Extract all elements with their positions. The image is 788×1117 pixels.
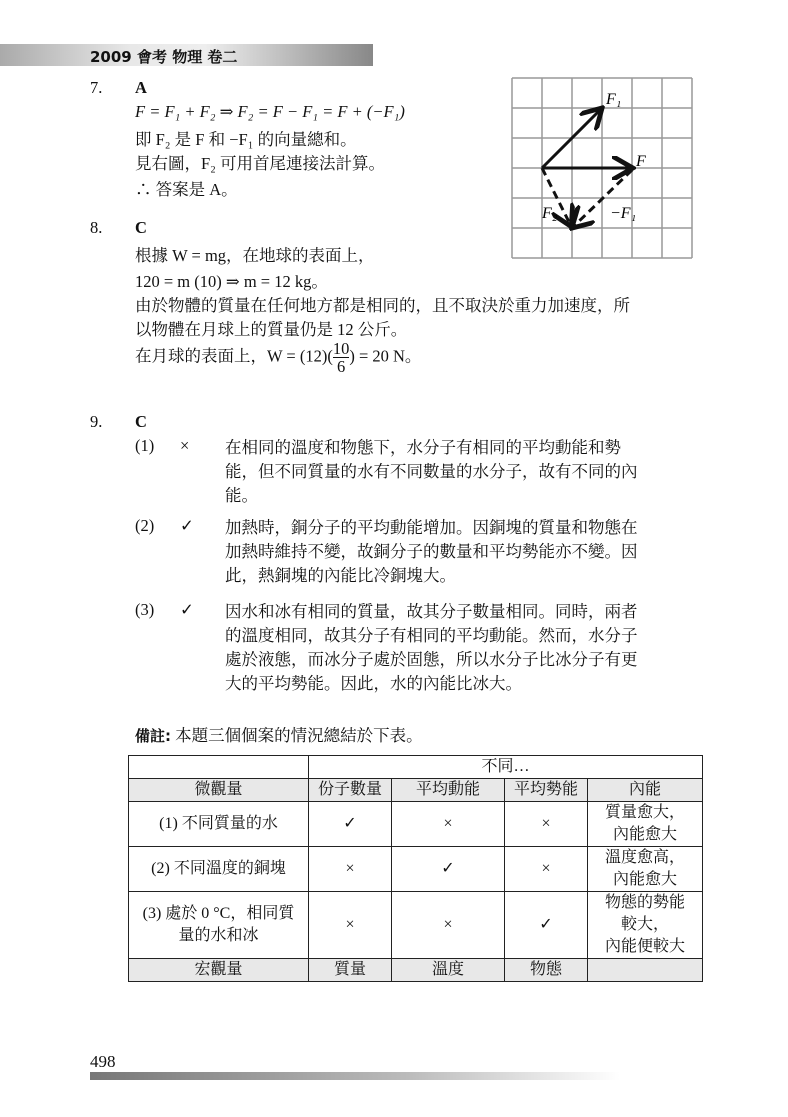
q9-item-text: 因水和冰有相同的質量，故其分子數量相同。同時，兩者 的溫度相同，故其分子有相同的平均動能。然而，水分子 處於液態，而冰分子處於固態，所以水分子比冰分子有更 大的平均勢能。因此，水的內能比冰大。 (225, 602, 638, 693)
vector-diagram (510, 76, 696, 262)
item-label: (3) (135, 600, 155, 619)
f1-label: F₁ (606, 91, 622, 108)
column-header: 平均動能 (392, 779, 505, 802)
q8-number: 8. (90, 218, 103, 237)
row-label: (1) 不同質量的水 (129, 802, 309, 847)
cell (588, 959, 703, 982)
q7-answer: A (135, 78, 147, 97)
check-icon: ✓ (180, 516, 194, 535)
row-label: (3) 處於 0 °C，相同質 量的水和冰 (129, 892, 309, 959)
header-bar (0, 44, 373, 66)
cell: × (309, 892, 392, 959)
cell: × (309, 847, 392, 892)
cell: × (392, 802, 505, 847)
item-label: (1) (135, 436, 155, 455)
q7-line: F = F₁ + F₂ ⇒ F₂ = F − F₁ = F + (−F₁) (135, 102, 405, 121)
cell: 質量 (309, 959, 392, 982)
cell: 物態的勢能 較大， 內能便較大 (588, 892, 703, 959)
item-label: (2) (135, 516, 155, 535)
cell: 質量愈大， 內能愈大 (588, 802, 703, 847)
q8-line: 以物體在月球上的質量仍是 12 公斤。 (135, 320, 408, 339)
q8-line: 由於物體的質量在任何地方都是相同的，且不取決於重力加速度，所 (135, 296, 630, 315)
cell: ✓ (309, 802, 392, 847)
q7-line: 即 F₂ 是 F 和 −F₁ 的向量總和。 (135, 130, 357, 149)
note (135, 722, 423, 746)
column-header: 內能 (588, 779, 703, 802)
cell: 物態 (505, 959, 588, 982)
table-row (129, 847, 703, 892)
footer-bar (90, 1072, 620, 1080)
q8-line: 120 = m (10) ⇒ m = 12 kg。 (135, 272, 328, 291)
cell: × (505, 802, 588, 847)
summary-table (128, 755, 703, 982)
q9-item-text: 加熱時，銅分子的平均動能增加。因銅塊的質量和物態在 加熱時維持不變，故銅分子的數量和平均勢能亦不變。因 此，熱銅塊的內能比冷銅塊大。 (225, 518, 638, 585)
row-label: (2) 不同溫度的銅塊 (129, 847, 309, 892)
column-header: 微觀量 (129, 779, 309, 802)
f2-label: F₂ (542, 205, 558, 222)
fraction-denominator: 6 (336, 357, 346, 376)
neg-f1-label: −F₁ (610, 205, 637, 222)
q9-item-text: 在相同的溫度和物態下，水分子有相同的平均動能和勢 能，但不同質量的水有不同數量的水分子，故有不同的內 能。 (225, 438, 638, 505)
table-row (129, 802, 703, 847)
q7-number: 7. (90, 78, 103, 97)
f-label: F (636, 153, 646, 170)
f1-arrow (542, 110, 600, 168)
column-header: 平均勢能 (505, 779, 588, 802)
q9-number: 9. (90, 412, 103, 431)
moon-suffix: ) = 20 N。 (349, 346, 422, 366)
fraction (333, 340, 350, 375)
page-number: 498 (90, 1052, 116, 1071)
column-header: 份子數量 (309, 779, 392, 802)
cell: 溫度愈高， 內能愈大 (588, 847, 703, 892)
q8-answer: C (135, 218, 147, 237)
note-label: 備註: (135, 727, 171, 745)
cell: × (392, 892, 505, 959)
cell: 宏觀量 (129, 959, 309, 982)
q8-moon-line (135, 340, 421, 375)
group-header: 不同… (309, 756, 703, 779)
q7-line: 見右圖，F₂ 可用首尾連接法計算。 (135, 154, 386, 173)
q8-line: 根據 W = mg，在地球的表面上， (135, 246, 375, 265)
fraction-numerator: 10 (332, 339, 350, 358)
note-text: 本題三個個案的情況總結於下表。 (175, 726, 423, 745)
table-footer-row (129, 959, 703, 982)
cell: ✓ (505, 892, 588, 959)
cell: × (505, 847, 588, 892)
q7-line: ∴ 答案是 A。 (135, 180, 238, 199)
q9-answer: C (135, 412, 147, 431)
header-title: 2009 會考 物理 卷二 (90, 48, 238, 66)
cell: 溫度 (392, 959, 505, 982)
moon-prefix: 在月球的表面上，W = (12)( (135, 346, 333, 366)
check-icon: ✓ (180, 600, 194, 619)
table-row (129, 892, 703, 959)
cell: ✓ (392, 847, 505, 892)
cross-icon: × (180, 436, 190, 455)
